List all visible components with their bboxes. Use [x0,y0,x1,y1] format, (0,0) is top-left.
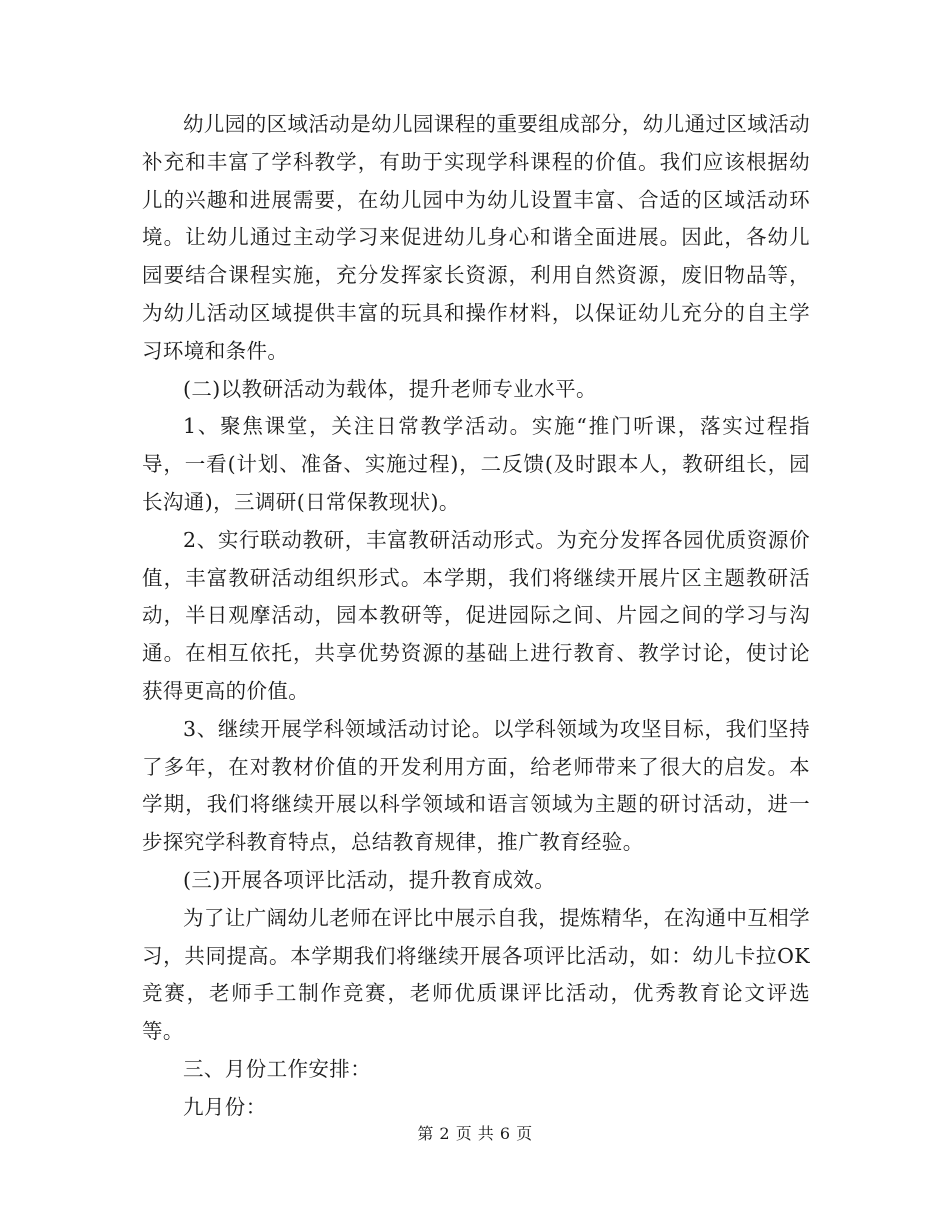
document-body [142,106,810,1127]
heading-teaching-research: (二)以教研活动为载体，提升老师专业水平。 [183,376,597,401]
heading-monthly-schedule: 三、月份工作安排： [183,1056,372,1081]
page-number: 第 2 页 共 6 页 [417,1124,533,1143]
paragraph-region-activities: 幼儿园的区域活动是幼儿园课程的重要组成部分，幼儿通过区域活动补充和丰富了学科教学，有助于实现学科课程的价值。我们应该根据幼儿的兴趣和进展需要，在幼儿园中为幼儿设置丰富、合适的区域活动环境。让幼儿通过主动学习来促进幼儿身心和谐全面进展。因此，各幼儿园要结合课程实施，充分发挥家长资源，利用自然资源，废旧物品等，为幼儿活动区域提供丰富的玩具和操作材料，以保证幼儿充分的自主学习环境和条件。 [142,112,810,363]
heading-evaluations: (三)开展各项评比活动，提升教育成效。 [183,867,556,892]
paragraph-classroom-focus: 1、聚焦课堂，关注日常教学活动。实施“推门听课，落实过程指导，一看(计划、准备、实施过程)，二反馈(及时跟本人，教研组长，园长沟通)，三调研(日常保教现状)。 [142,414,810,514]
page-footer [0,1124,950,1144]
paragraph-evaluation-activities: 为了让广阔幼儿老师在评比中展示自我，提炼精华，在沟通中互相学习，共同提高。本学期我们将继续开展各项评比活动，如：幼儿卡拉OK竞赛，老师手工制作竞赛，老师优质课评比活动，优秀教育论文评选等。 [142,905,810,1044]
heading-september: 九月份： [183,1094,267,1119]
paragraph-subject-domains: 3、继续开展学科领域活动讨论。以学科领域为攻坚目标，我们坚持了多年，在对教材价值的开发利用方面，给老师带来了很大的启发。本学期，我们将继续开展以科学领域和语言领域为主题的研讨活动，进一步探究学科教育特点，总结教育规律，推广教育经验。 [142,716,810,855]
paragraph-joint-research: 2、实行联动教研，丰富教研活动形式。为充分发挥各园优质资源价值，丰富教研活动组织形式。本学期，我们将继续开展片区主题教研活动，半日观摩活动，园本教研等，促进园际之间、片园之间的学习与沟通。在相互依托，共享优势资源的基础上进行教育、教学讨论，使讨论获得更高的价值。 [142,527,810,703]
